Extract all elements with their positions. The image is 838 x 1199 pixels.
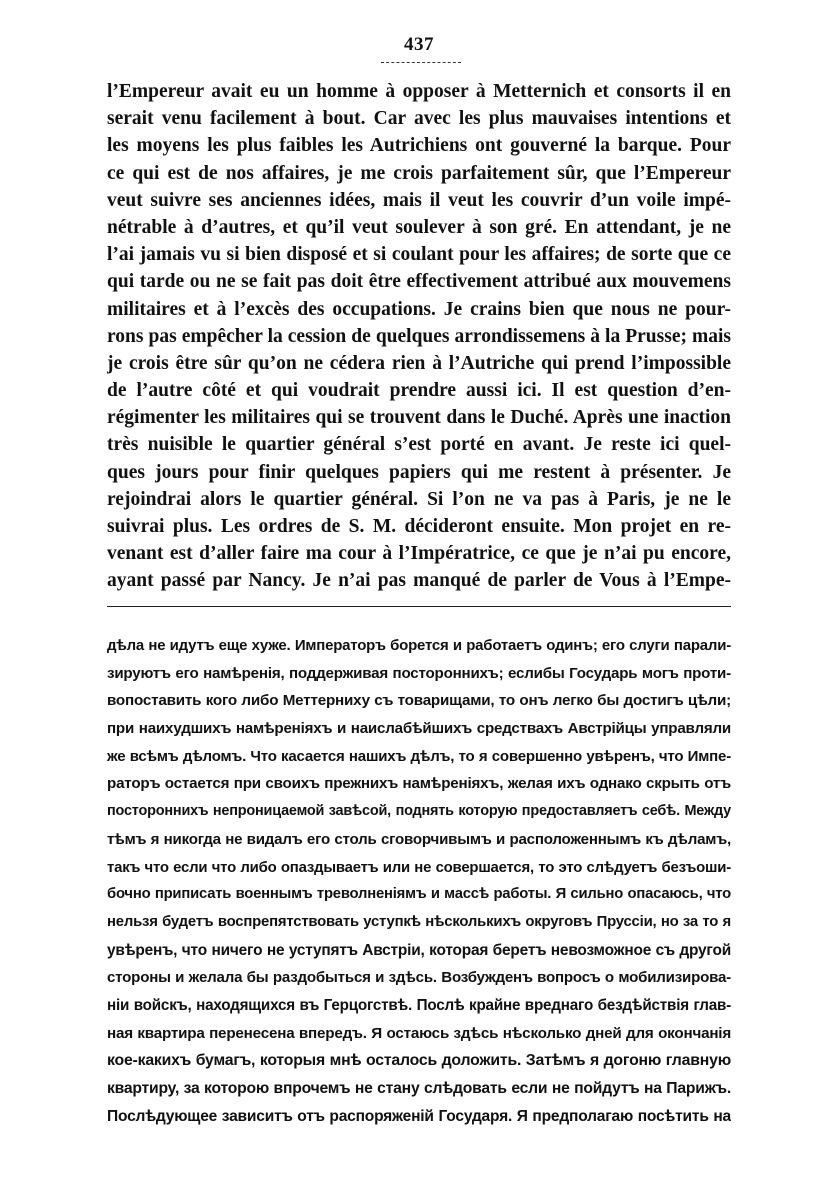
french-line: je crois être sûr qu’on ne cédera rien à l’Autriche qui prend l’impossible [107,352,731,374]
russian-line: кое-какихъ бумагъ, которыя мнѣ осталось доложить. Затѣмъ я догоню главную [107,1052,731,1070]
russian-line: Послѣдующее зависитъ отъ распоряженій Государя. Я предполагаю посѣтить на [107,1107,731,1125]
french-line: ques jours pour finir quelques papiers qui me restent à présenter. Je [107,461,731,483]
russian-line: бочно приписать военнымъ треволненіямъ и массѣ работы. Я сильно опасаюсь, что [107,886,731,903]
page-number-rule [381,62,461,63]
french-line: nétrable à d’autres, et qu’il veut soulever à son gré. En attendant, je ne [107,216,731,238]
french-line: rons pas empêcher la cession de quelques arrondissemens à la Prusse; mais [107,325,731,347]
french-line: militaires et à l’excès des occupations. Je crains bien que nous ne pour- [107,298,731,320]
french-line: très nuisible le quartier général s’est porté en avant. Je reste ici quel- [107,434,731,456]
french-text-block [107,78,731,595]
french-line: ce qui est de nos affaires, je me crois parfaitement sûr, que l’Empereur [107,162,731,184]
russian-line: ная квартира перенесена впередъ. Я остаюсь здѣсь нѣсколько дней для окончанія [107,1024,731,1042]
french-line: qui tarde ou ne se fait pas doit être effectivement attribué aux mouvemens [107,271,731,293]
russian-line: стороны и желала бы раздобыться и здѣсь. Возбужденъ вопросъ о мобилизирова- [107,969,731,987]
section-divider [107,606,731,607]
russian-line: же всѣмъ дѣломъ. Что касается нашихъ дѣлъ, то я совершенно увѣренъ, что Импе- [107,747,731,765]
russian-line: увѣренъ, что ничего не уступятъ Австріи, которая беретъ невозможное съ другой [107,941,731,959]
page-number: 437 [404,34,434,55]
french-line: veut suivre ses anciennes idées, mais il veut les couvrir d’un voile impé- [107,189,731,211]
russian-line: квартиру, за которою впрочемъ не стану слѣдовать если не пойдутъ на Парижъ. [107,1080,731,1097]
russian-line: ніи войскъ, находящихся въ Герцогствѣ. Послѣ крайне вреднаго бездѣйствія глав- [107,996,731,1014]
french-line: les moyens les plus faibles les Autrichiens ont gouverné la barque. Pour [107,135,731,157]
russian-line: нельзя будетъ воспрепятствовать уступкѣ нѣсколькихъ округовъ Пруссіи, но за то я [107,913,731,930]
french-line: l’Empereur avait eu un homme à opposer à Metternich et consorts il en [107,81,731,102]
russian-line: дѣла не идутъ еще хуже. Императоръ борется и работаетъ одинъ; его слуги парали- [107,637,731,654]
russian-line: тѣмъ я никогда не видалъ его столь сговорчивымъ и расположеннымъ къ дѣламъ, [107,830,731,848]
french-line: rejoindrai alors le quartier général. Si l’on ne va pas à Paris, je ne le [107,488,731,510]
french-line: suivrai plus. Les ordres de S. M. décideront ensuite. Mon projet en re- [107,516,731,537]
russian-line: при наихудшихъ намѣреніяхъ и наислабѣйшихъ средствахъ Австрійцы управляли [107,720,731,738]
french-line: venant est d’aller faire ma cour à l’Impératrice, ce que je n’ai pu encore, [107,543,731,565]
french-line: ayant passé par Nancy. Je n’ai pas manqué de parler de Vous à l’Empe- [107,570,731,592]
russian-line: вопоставить кого либо Меттерниху съ товарищами, то онъ легко бы достигъ цѣли; [107,692,731,710]
french-line: l’ai jamais vu si bien disposé et si coulant pour les affaires; de sorte que ce [107,244,731,266]
russian-line: раторъ остается при своихъ прежнихъ намѣреніяхъ, желая ихъ однако скрыть отъ [107,775,731,793]
russian-line: постороннихъ непроницаемой завѣсой, поднять которую предоставляетъ себѣ. Между [107,803,731,820]
russian-text-block [107,632,731,1130]
french-line: serait venu facilement à bout. Car avec les plus mauvaises intentions et [107,108,731,130]
russian-line: такъ что если что либо опаздываетъ или не совершается, то это слѣдуетъ безъоши- [107,858,731,876]
french-line: régimenter les militaires qui se trouvent dans le Duché. Après une inaction [107,407,731,429]
french-line: de l’autre côté et qui voudrait prendre aussi ici. Il est question d’en- [107,380,731,402]
russian-line: зируютъ его намѣренія, поддерживая постороннихъ; еслибы Государь могъ проти- [107,664,731,682]
